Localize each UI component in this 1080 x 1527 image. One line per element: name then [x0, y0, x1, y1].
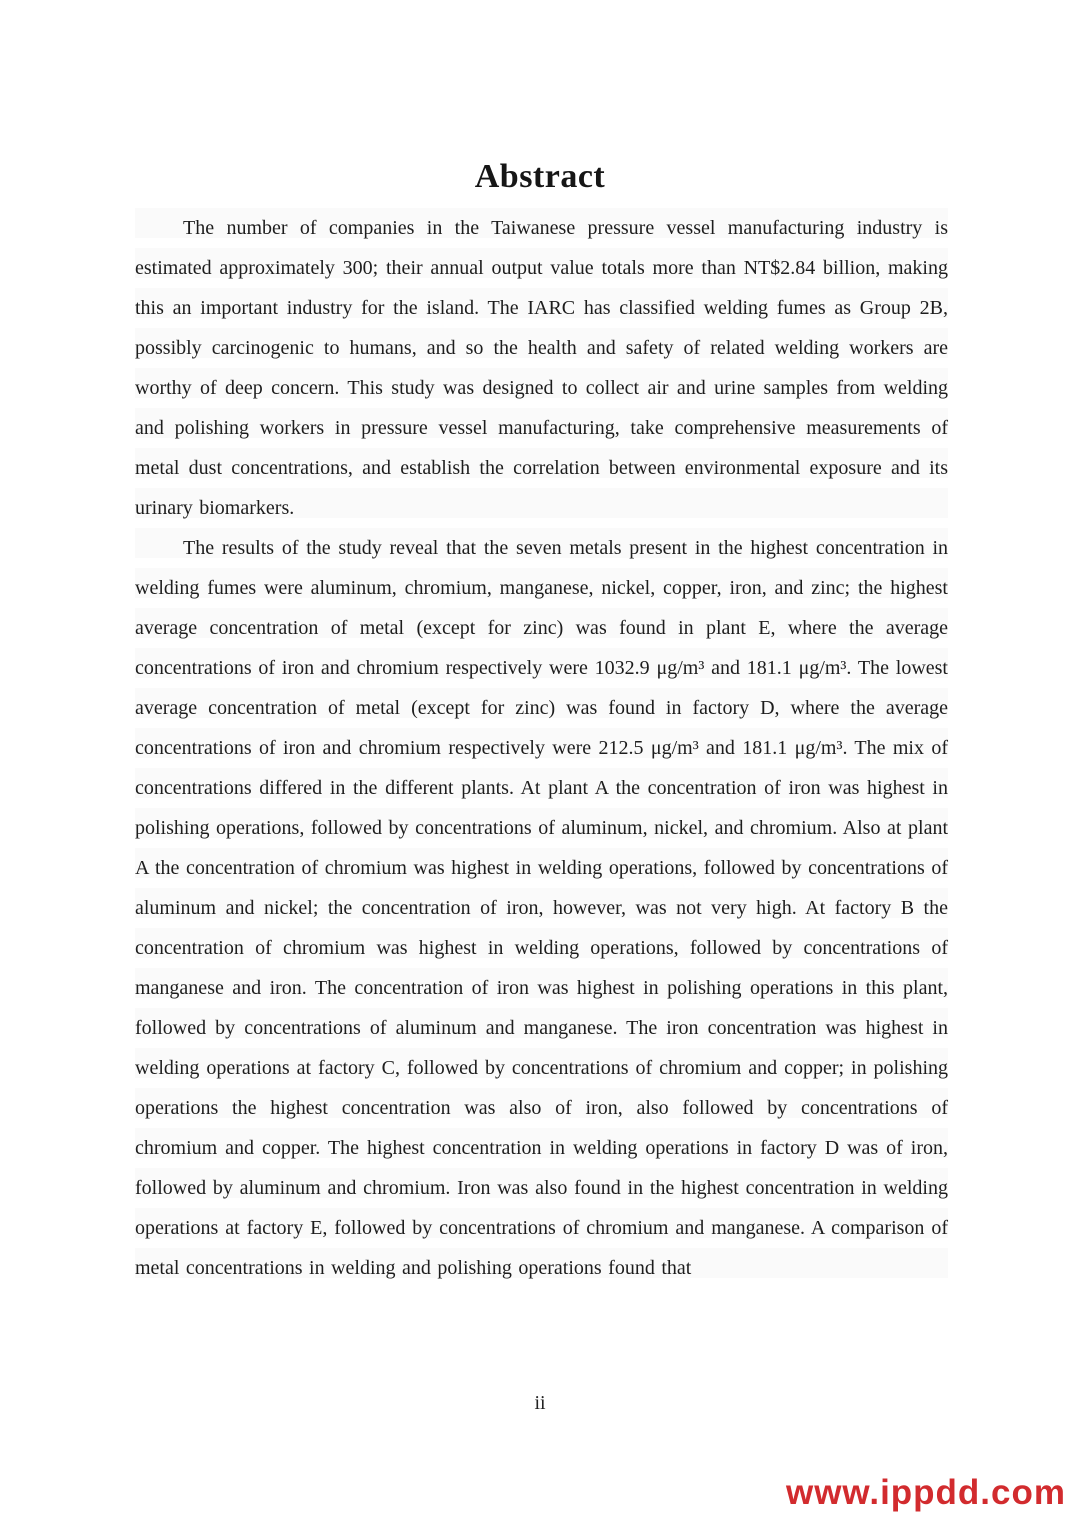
page-number: ii	[534, 1392, 546, 1414]
page-title: Abstract	[474, 158, 606, 195]
watermark-url: www.ippdd.com	[785, 1473, 1066, 1512]
abstract-paragraph-2: The results of the study reveal that the seven metals present in the highest concentration in welding fumes were aluminum, chromium, manganese, nickel, copper, iron, and zinc; the highest average concentration of metal (except for zinc) was found in plant E, where the average concentrations of iron and chromium respectively were 1032.9 μg/m³ and 181.1 μg/m³. The lowest average concentration of metal (except for zinc) was found in factory D, where the average concentrations of iron and chromium respectively were 212.5 μg/m³ and 181.1 μg/m³. The mix of concentrations differed in the different plants. At plant A the concentration of iron was highest in polishing operations, followed by concentrations of aluminum, nickel, and chromium. Also at plant A the concentration of chromium was highest in welding operations, followed by concentrations of aluminum and nickel; the concentration of iron, however, was not very high. At factory B the concentration of chromium was highest in welding operations, followed by concentrations of manganese and iron. The concentration of iron was highest in polishing operations in this plant, followed by concentrations of aluminum and manganese. The iron concentration was highest in welding operations at factory C, followed by concentrations of chromium and copper; in polishing operations the highest concentration was also of iron, also followed by concentrations of chromium and copper. The highest concentration in welding operations in factory D was of iron, followed by aluminum and chromium. Iron was also found in the highest concentration in welding operations at factory E, followed by concentrations of chromium and manganese. A comparison of metal concentrations in welding and polishing operations found that	[135, 537, 948, 1279]
abstract-paragraph-1: The number of companies in the Taiwanese pressure vessel manufacturing industry is estimated approximately 300; their annual output value totals more than NT$2.84 billion, making this an important industry for the island. The IARC has classified welding fumes as Group 2B, possibly carcinogenic to humans, and so the health and safety of related welding workers are worthy of deep concern. This study was designed to collect air and urine samples from welding and polishing workers in pressure vessel manufacturing, take comprehensive measurements of metal dust concentrations, and establish the correlation between environmental exposure and its urinary biomarkers.	[135, 217, 948, 519]
abstract-body	[135, 208, 948, 1288]
